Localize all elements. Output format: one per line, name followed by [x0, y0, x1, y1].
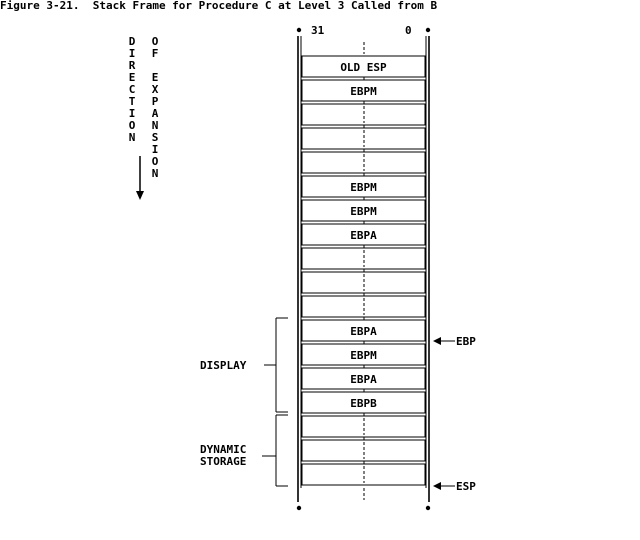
direction-letter: D: [128, 35, 136, 48]
direction-letter: N: [128, 131, 136, 144]
stack-cell-label: EBPA: [350, 373, 377, 386]
direction-letter: E: [128, 71, 136, 84]
direction-letter: T: [128, 95, 136, 108]
expansion-letter: S: [151, 131, 159, 144]
expansion-letter: P: [151, 95, 159, 108]
stack-cell-label: EBPA: [350, 229, 377, 242]
top-left-dot: [297, 28, 301, 32]
stack-cell-label: EBPA: [350, 325, 377, 338]
expansion-letter: N: [151, 167, 159, 180]
direction-letter: R: [128, 59, 136, 72]
expansion-letter: E: [151, 71, 159, 84]
direction-letter: I: [128, 47, 136, 60]
expansion-letter: O: [151, 155, 159, 168]
top-right-dot: [426, 28, 430, 32]
stack-cell-label: OLD ESP: [340, 61, 387, 74]
bottom-right-dot: [426, 506, 430, 510]
expansion-letter: O: [151, 35, 159, 48]
display-bracket: [264, 318, 288, 412]
figure-title: Figure 3-21. Stack Frame for Procedure C at Level 3 Called from B: [0, 0, 438, 12]
storage-label: STORAGE: [200, 455, 247, 468]
ebp-pointer-arrow: [433, 337, 441, 345]
stack-cell-label: EBPM: [350, 85, 377, 98]
direction-letter: I: [128, 107, 136, 120]
stack-cell-label: EBPM: [350, 181, 377, 194]
expansion-letter: N: [151, 119, 159, 132]
expansion-letter: I: [151, 143, 159, 156]
dynamic-storage-bracket: [262, 415, 288, 486]
direction-arrow-head: [136, 191, 144, 200]
esp-pointer-label: ESP: [456, 480, 476, 493]
stack-cell-label: EBPM: [350, 349, 377, 362]
esp-pointer-arrow: [433, 482, 441, 490]
ebp-pointer-label: EBP: [456, 335, 476, 348]
dynamic-label: DYNAMIC: [200, 443, 247, 456]
bit-label-31: 31: [311, 24, 325, 37]
display-label: DISPLAY: [200, 359, 247, 372]
bottom-left-dot: [297, 506, 301, 510]
expansion-letter: X: [151, 83, 159, 96]
bit-label-0: 0: [405, 24, 412, 37]
expansion-letter: F: [151, 47, 159, 60]
direction-letter: C: [128, 83, 136, 96]
expansion-letter: A: [151, 107, 159, 120]
stack-cell-label: EBPM: [350, 205, 377, 218]
direction-letter: O: [128, 119, 136, 132]
stack-cell-label: EBPB: [350, 397, 377, 410]
